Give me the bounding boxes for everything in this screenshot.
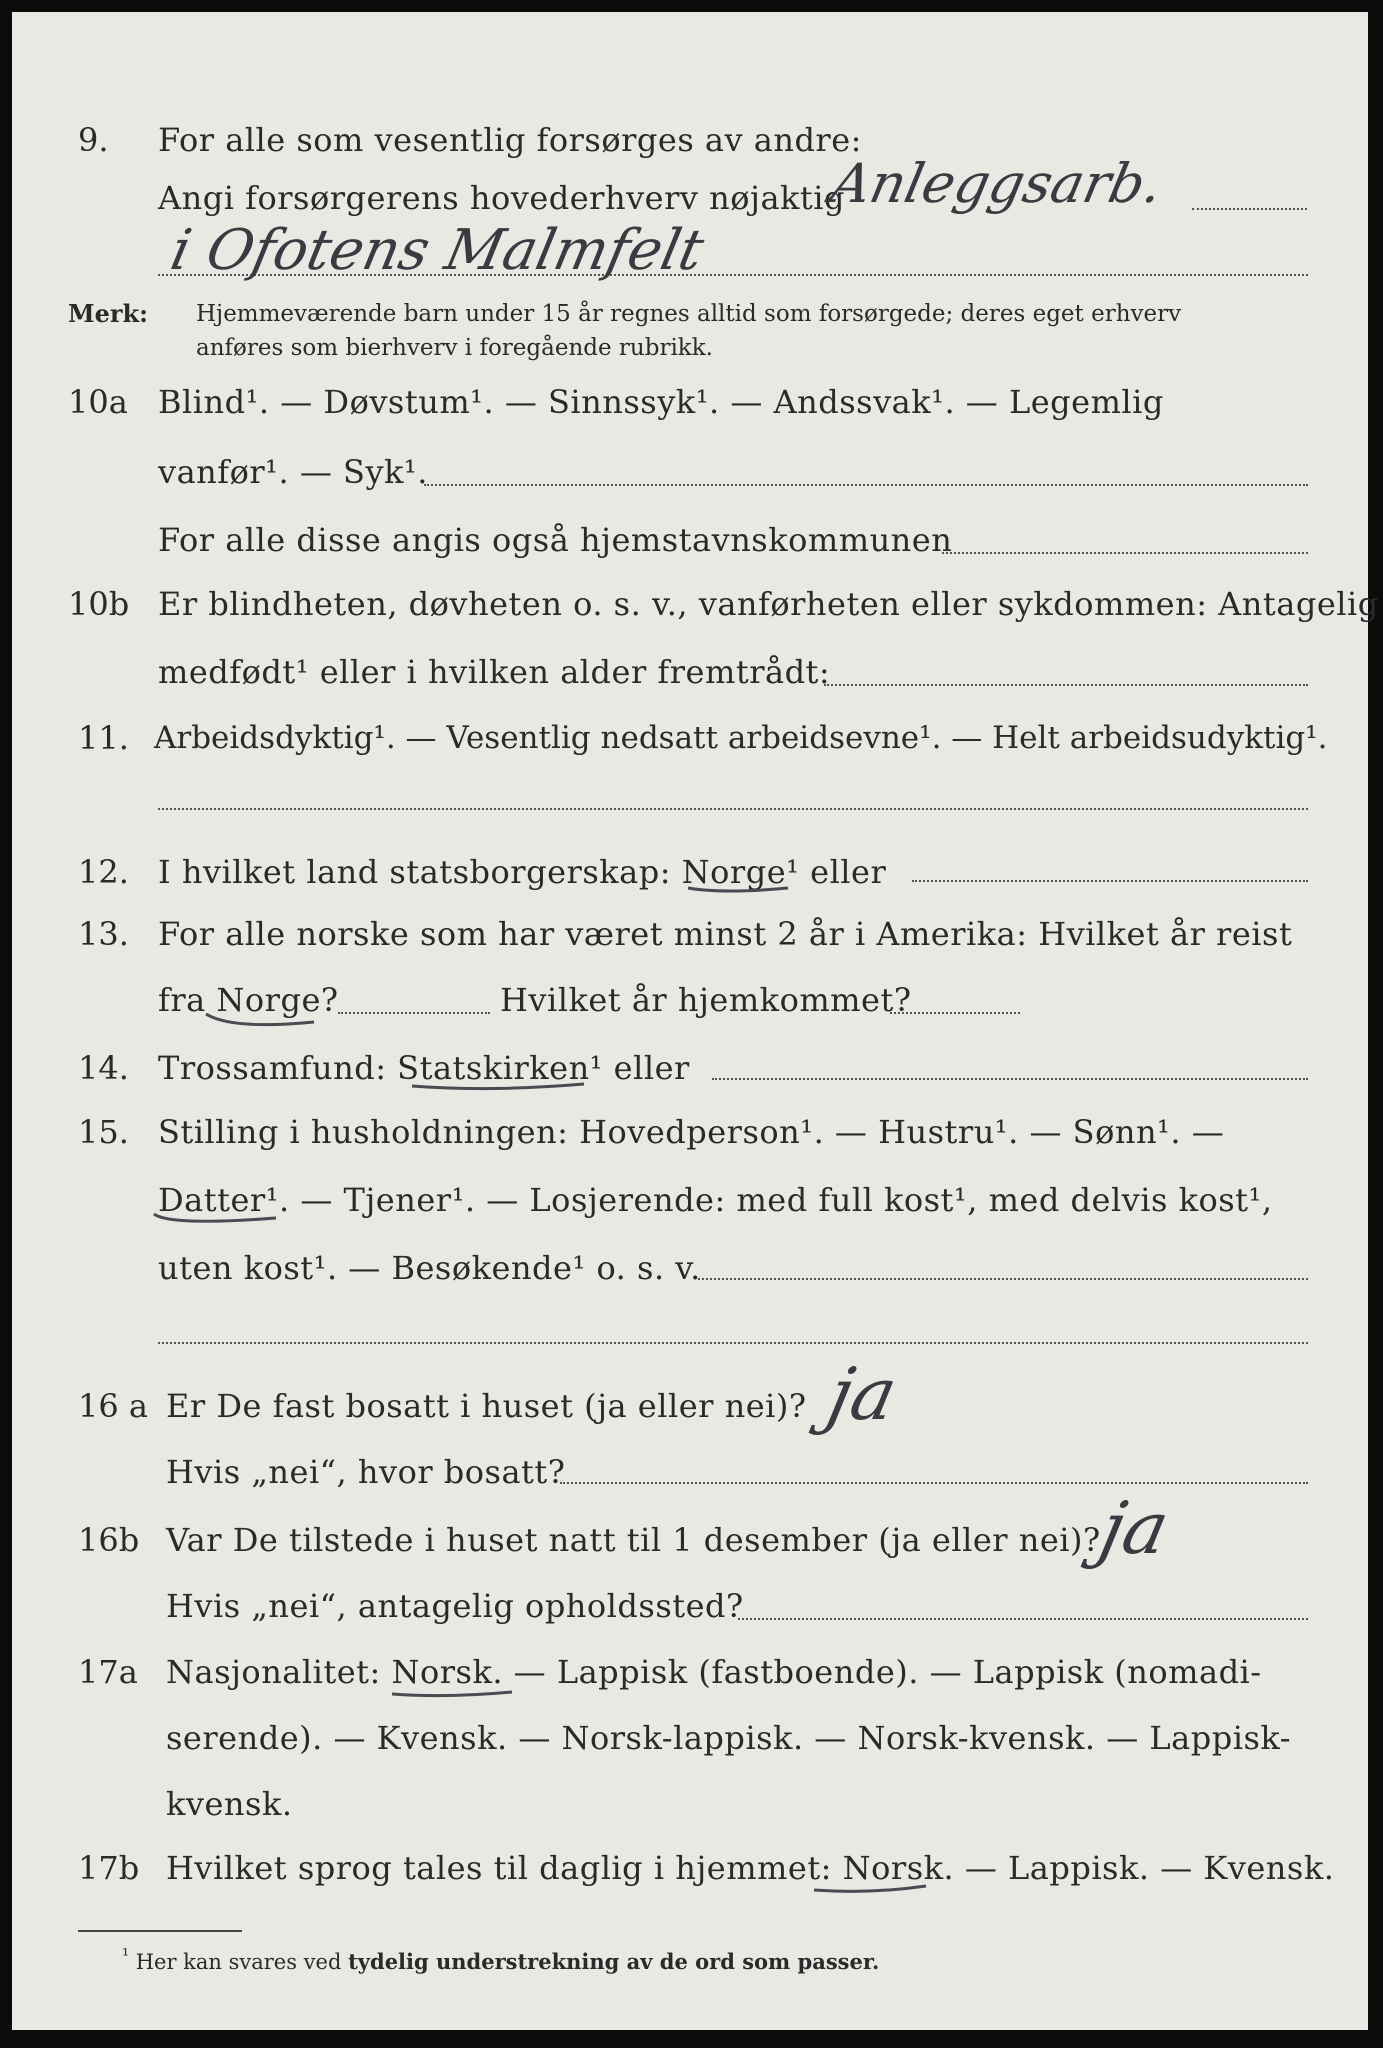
q16a-number: 16 a: [78, 1387, 148, 1425]
q9-handwritten-occupation: Anleggsarb.: [825, 152, 1169, 215]
q15-dotted-line-1: [698, 1278, 1308, 1280]
q17a-number: 17a: [78, 1653, 138, 1691]
q10b-line1: Er blindheten, døvheten o. s. v., vanførheten eller sykdommen: Antagelig: [158, 585, 1379, 623]
q16b-dotted-line: [738, 1618, 1308, 1620]
merk-label: Merk:: [68, 299, 148, 328]
q12-dotted-line: [912, 880, 1308, 882]
q17b-number: 17b: [78, 1849, 140, 1887]
q17a-line1: Nasjonalitet: Norsk. — Lappisk (fastboende). — Lappisk (nomadi-: [166, 1653, 1262, 1691]
merk-line1: Hjemmeværende barn under 15 år regnes alltid som forsørgede; deres eget erhverv: [196, 301, 1182, 327]
q13-line1: For alle norske som har været minst 2 år i Amerika: Hvilket år reist: [158, 915, 1293, 953]
q9-dotted-line-1: [1192, 208, 1307, 210]
q15-line1: Stilling i husholdningen: Hovedperson¹. — Hustru¹. — Sønn¹. —: [158, 1113, 1225, 1151]
footnote-text: Her kan svares ved: [135, 1950, 342, 1974]
q10a-dotted-line-2: [942, 552, 1308, 554]
q9-line1: For alle som vesentlig forsørges av andre:: [158, 121, 862, 159]
q10b-line2: medfødt¹ eller i hvilken alder fremtrådt:: [158, 653, 831, 691]
q10a-number: 10a: [68, 383, 128, 421]
q11-dotted-line: [158, 808, 1308, 810]
q9-line2: Angi forsørgerens hovederhverv nøjaktig: [158, 179, 845, 217]
q16b-line2: Hvis „nei“, antagelig opholdssted?: [166, 1587, 744, 1625]
q15-underline-datter: [150, 1208, 280, 1232]
q13-line2b: Hvilket år hjemkommet?: [500, 981, 912, 1019]
q13-dotted-line-1: [338, 1012, 490, 1014]
q16a-handwritten-answer: ja: [821, 1352, 905, 1436]
q16b-handwritten-answer: ja: [1093, 1486, 1177, 1570]
q10a-line2: vanfør¹. — Syk¹.: [158, 453, 428, 491]
q11-number: 11.: [78, 719, 129, 757]
q13-line2a: fra Norge?: [158, 981, 339, 1019]
q17a-line3: kvensk.: [166, 1785, 293, 1823]
census-form-page: [12, 12, 1379, 2030]
q16a-line1: Er De fast bosatt i huset (ja eller nei)?: [166, 1387, 807, 1425]
q13-dotted-line-2: [890, 1012, 1020, 1014]
q16a-dotted-line: [560, 1482, 1308, 1484]
q10a-dotted-line-1: [424, 484, 1308, 486]
footnote: [122, 1942, 879, 1976]
q13-number: 13.: [78, 915, 129, 953]
q9-number: 9.: [78, 121, 109, 159]
q10b-number: 10b: [68, 585, 130, 623]
q15-line2: Datter¹. — Tjener¹. — Losjerende: med full kost¹, med delvis kost¹,: [158, 1181, 1273, 1219]
q12-line1: I hvilket land statsborgerskap: Norge¹ eller: [158, 853, 887, 891]
q16b-line1: Var De tilstede i huset natt til 1 desember (ja eller nei)?: [166, 1521, 1101, 1559]
q10a-line1: Blind¹. — Døvstum¹. — Sinnssyk¹. — Andssvak¹. — Legemlig: [158, 383, 1164, 421]
q17a-line2: serende). — Kvensk. — Norsk-lappisk. — Norsk-kvensk. — Lappisk-: [166, 1719, 1292, 1757]
footnote-rule: [78, 1930, 242, 1932]
q9-handwritten-place: i Ofotens Malmfelt: [165, 218, 710, 283]
q12-number: 12.: [78, 853, 129, 891]
q14-number: 14.: [78, 1049, 129, 1087]
q10a-line3: For alle disse angis også hjemstavnskommunen: [158, 521, 953, 559]
q17b-underline-norsk: [810, 1880, 930, 1900]
q14-underline-statskirken: [408, 1078, 588, 1098]
q16a-line2: Hvis „nei“, hvor bosatt?: [166, 1453, 566, 1491]
q14-dotted-line: [712, 1078, 1308, 1080]
footnote-mark: ¹: [122, 1946, 130, 1966]
q16b-number: 16b: [78, 1521, 140, 1559]
q17a-underline-norsk: [388, 1684, 518, 1704]
footnote-bold-text: tydelig understrekning av de ord som passer.: [348, 1949, 880, 1974]
q15-line3: uten kost¹. — Besøkende¹ o. s. v.: [158, 1249, 701, 1287]
q14-line1: Trossamfund: Statskirken¹ eller: [158, 1049, 690, 1087]
q12-underline-norge: [684, 880, 794, 900]
q15-dotted-line-2: [158, 1342, 1308, 1344]
merk-line2: anføres som bierhverv i foregående rubrikk.: [196, 335, 713, 361]
q15-number: 15.: [78, 1113, 129, 1151]
q17b-line1: Hvilket sprog tales til daglig i hjemmet: Norsk. — Lappisk. — Kvensk.: [166, 1849, 1335, 1887]
q10b-dotted-line: [824, 684, 1308, 686]
q11-line1: Arbeidsdyktig¹. — Vesentlig nedsatt arbeidsevne¹. — Helt arbeidsudyktig¹.: [154, 720, 1328, 756]
q13-underline-norge: [202, 1010, 322, 1036]
